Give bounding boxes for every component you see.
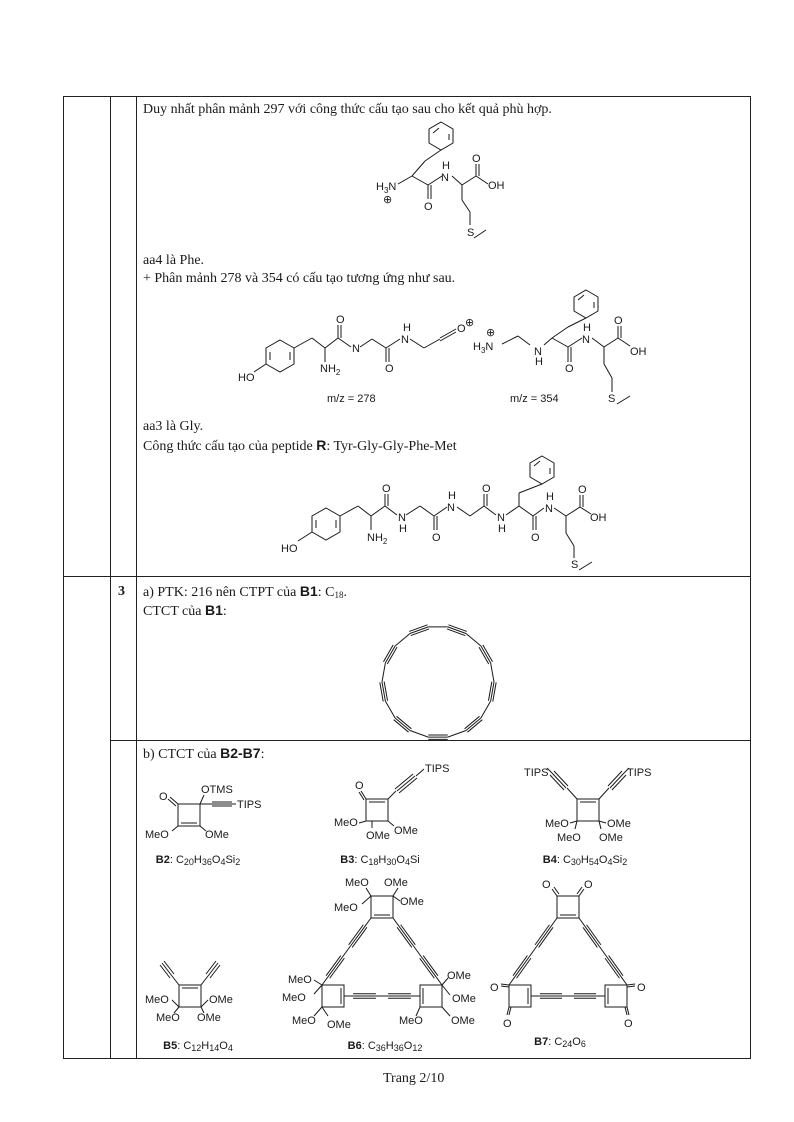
svg-text:MeO: MeO: [288, 974, 312, 986]
svg-text:O: O: [382, 483, 391, 495]
svg-text:MeO: MeO: [145, 994, 169, 1006]
svg-text:H3N: $H_3N$: [473, 341, 494, 355]
b6-structure: [282, 877, 476, 1031]
compound-caption-b7: B7: $C_{24}O_6$: [534, 1036, 586, 1049]
svg-text:O: O: [531, 532, 540, 544]
ctct-b1-text: CTCT của B1:: [143, 602, 227, 619]
svg-text:⊕: ⊕: [465, 317, 475, 329]
svg-text:NH2: $NH_2$: [320, 363, 341, 377]
svg-text:TIPS: TIPS: [237, 799, 262, 811]
b3-structure: [334, 763, 449, 842]
svg-text:TIPS: TIPS: [425, 763, 450, 775]
fragments-intro-text: + Phân mảnh 278 và 354 có cấu tạo tương ứng như sau.: [143, 271, 456, 286]
mz-278-label: m/z = 278: [327, 393, 376, 405]
svg-text:OMe: OMe: [599, 832, 623, 844]
svg-text:OMe: OMe: [327, 1019, 351, 1031]
svg-text:OH: OH: [488, 180, 505, 192]
svg-text:HO: HO: [238, 372, 255, 384]
svg-text:OMe: OMe: [447, 970, 471, 982]
svg-text:H3N: $H_3N$: [376, 181, 397, 195]
row-number: 3: [118, 584, 125, 599]
svg-text:MeO: MeO: [282, 992, 306, 1004]
svg-text:MeO: MeO: [545, 818, 569, 830]
part-a-text: a) PTK: 216 nên CTPT của B1: $C_{18}$.: [143, 583, 347, 600]
svg-text:OMe: OMe: [400, 896, 424, 908]
compound-caption-b3: B3: $C_{18}H_{30}O_4Si$: [340, 854, 420, 867]
svg-text:O: O: [578, 484, 587, 496]
svg-text:O: O: [542, 879, 551, 891]
svg-text:O: O: [355, 780, 364, 792]
svg-text:S: S: [571, 559, 579, 571]
fragment-297-text: Duy nhất phân mảnh 297 với công thức cấu tạo sau cho kết quả phù hợp.: [143, 102, 552, 117]
svg-text:N: N: [401, 334, 409, 346]
svg-text:O: O: [482, 483, 491, 495]
peptide-r-structure: [281, 456, 607, 571]
fragment-354-structure: [473, 290, 647, 405]
svg-text:TIPS: TIPS: [524, 767, 549, 779]
svg-text:OMe: OMe: [384, 877, 408, 889]
svg-text:MeO: MeO: [156, 1012, 180, 1024]
svg-text:N: N: [497, 512, 505, 524]
svg-text:HO: HO: [281, 543, 298, 555]
svg-text:MeO: MeO: [345, 877, 369, 889]
svg-text:H: H: [399, 523, 407, 535]
svg-text:MeO: MeO: [145, 829, 169, 841]
svg-text:N: N: [352, 343, 360, 355]
svg-text:H: H: [442, 160, 450, 172]
svg-text:O: O: [503, 1018, 512, 1030]
svg-text:O: O: [584, 879, 593, 891]
svg-text:MeO: MeO: [399, 1015, 423, 1027]
svg-text:N: N: [582, 334, 590, 346]
fragment-297-structure: [376, 122, 505, 239]
svg-text:H: H: [403, 322, 411, 334]
svg-text:OMe: OMe: [209, 994, 233, 1006]
peptide-label: R: [316, 437, 327, 453]
svg-text:H: H: [583, 322, 591, 334]
page-number: Trang 2/10: [383, 1071, 445, 1086]
svg-text:OMe: OMe: [366, 830, 390, 842]
svg-text:⊕: ⊕: [383, 194, 393, 206]
svg-text:O: O: [565, 363, 574, 375]
mz-354-label: m/z = 354: [510, 393, 559, 405]
svg-text:O: O: [637, 982, 646, 994]
svg-text:H: H: [448, 490, 456, 502]
svg-text:O: O: [624, 1018, 633, 1030]
svg-text:N: N: [447, 502, 455, 514]
compound-caption-b4: B4: $C_{30}H_{54}O_4Si_2$: [542, 854, 628, 867]
svg-text:OMe: OMe: [452, 993, 476, 1005]
svg-text:O: O: [385, 363, 394, 375]
svg-text:OH: OH: [590, 512, 607, 524]
b2-structure: [145, 784, 261, 841]
svg-text:OMe: OMe: [451, 1015, 475, 1027]
svg-text:OMe: OMe: [205, 829, 229, 841]
svg-text:O: O: [614, 315, 623, 327]
svg-text:N: N: [534, 346, 542, 358]
svg-text:O: O: [424, 201, 433, 213]
svg-text:H: H: [546, 491, 554, 503]
part-b-text: b) CTCT của B2-B7:: [143, 745, 265, 762]
aa4-text: aa4 là Phe.: [143, 253, 205, 268]
svg-text:O: O: [457, 323, 466, 335]
peptide-text: Công thức cấu tạo của peptide R: Tyr-Gly-Gly-Phe-Met: [143, 437, 457, 454]
svg-text:OH: OH: [630, 346, 647, 358]
svg-text:O: O: [490, 982, 499, 994]
svg-text:NH2: $NH_2$: [367, 532, 388, 546]
compound-caption-b6: B6: $C_{36}H_{36}O_{12}$: [347, 1040, 423, 1053]
aa3-text: aa3 là Gly.: [143, 419, 204, 434]
b5-structure: [145, 961, 233, 1024]
svg-text:MeO: MeO: [557, 832, 581, 844]
svg-text:O: O: [432, 532, 441, 544]
svg-text:OMe: OMe: [197, 1012, 221, 1024]
b4-structure: [524, 767, 651, 844]
svg-text:OMe: OMe: [394, 825, 418, 837]
svg-text:MeO: MeO: [334, 902, 358, 914]
svg-text:N: N: [398, 512, 406, 524]
svg-text:N: N: [545, 503, 553, 515]
svg-text:S: S: [608, 393, 616, 405]
svg-text:S: S: [467, 227, 475, 239]
svg-text:⊕: ⊕: [486, 327, 496, 339]
svg-text:H: H: [498, 523, 506, 535]
fragment-278-structure: [238, 314, 474, 384]
svg-text:O: O: [472, 153, 481, 165]
svg-text:N: N: [441, 172, 449, 184]
compound-caption-b2: B2: $C_{20}H_{36}O_4Si_2$: [155, 854, 241, 867]
svg-text:O: O: [159, 791, 168, 803]
svg-text:OTMS: OTMS: [201, 784, 233, 796]
svg-text:O: O: [336, 314, 345, 326]
b7-structure: [490, 879, 646, 1030]
svg-text:H: H: [535, 356, 543, 368]
b1-cyclocarbon-ring: [380, 625, 496, 740]
compound-caption-b5: B5: $C_{12}H_{14}O_4$: [163, 1040, 233, 1053]
svg-text:TIPS: TIPS: [627, 767, 652, 779]
svg-text:OMe: OMe: [607, 818, 631, 830]
svg-text:MeO: MeO: [292, 1015, 316, 1027]
svg-text:MeO: MeO: [334, 817, 358, 829]
